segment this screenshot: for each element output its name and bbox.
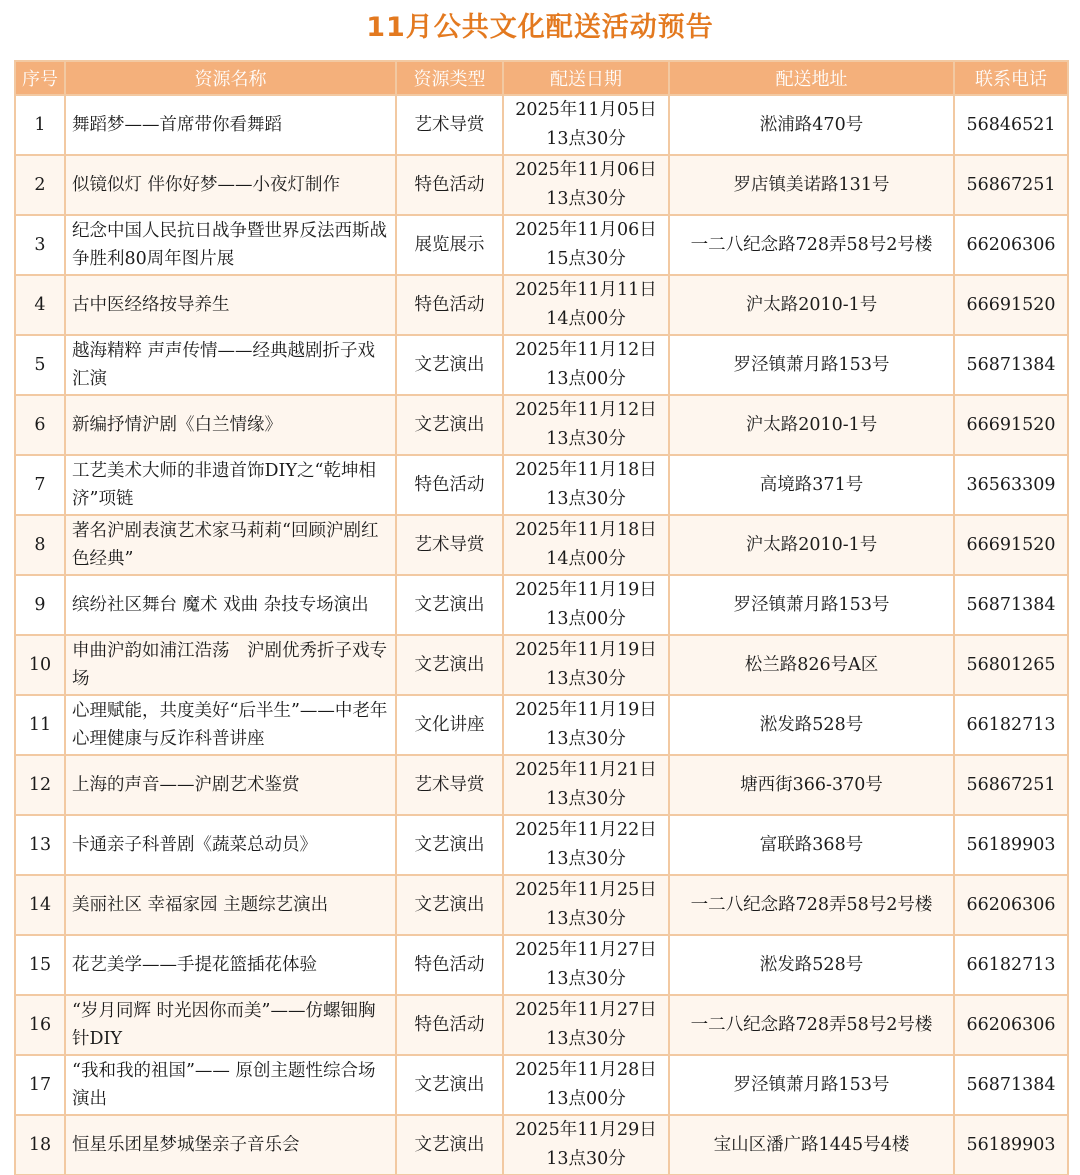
row-number: 11 — [16, 696, 66, 756]
table-row — [16, 1116, 1069, 1175]
table-row — [16, 396, 1069, 456]
row-number: 5 — [16, 336, 66, 396]
header-name: 资源名称 — [66, 62, 397, 96]
delivery-date-time: 14点00分 — [546, 309, 626, 329]
resource-name: 纪念中国人民抗日战争暨世界反法西斯战争胜利80周年图片展 — [66, 216, 397, 276]
delivery-date — [504, 756, 670, 816]
resource-name: 越海精粹 声声传情——经典越剧折子戏汇演 — [66, 336, 397, 396]
delivery-date — [504, 816, 670, 876]
delivery-address: 罗泾镇萧月路153号 — [670, 336, 955, 396]
table-row — [16, 336, 1069, 396]
row-number: 10 — [16, 636, 66, 696]
contact-phone: 56871384 — [955, 576, 1069, 636]
contact-phone: 56801265 — [955, 636, 1069, 696]
row-number: 16 — [16, 996, 66, 1056]
resource-name: 上海的声音——沪剧艺术鉴赏 — [66, 756, 397, 816]
delivery-address: 淞浦路470号 — [670, 96, 955, 156]
table-row — [16, 876, 1069, 936]
row-number: 1 — [16, 96, 66, 156]
delivery-date-day: 2025年11月06日 — [515, 160, 657, 180]
resource-name: “岁月同辉 时光因你而美”——仿螺钿胸针DIY — [66, 996, 397, 1056]
resource-type: 艺术导赏 — [397, 96, 504, 156]
resource-type: 文艺演出 — [397, 336, 504, 396]
resource-type: 文艺演出 — [397, 1116, 504, 1175]
delivery-address: 罗店镇美诺路131号 — [670, 156, 955, 216]
delivery-date-day: 2025年11月21日 — [515, 760, 657, 780]
delivery-date — [504, 456, 670, 516]
resource-name: 美丽社区 幸福家园 主题综艺演出 — [66, 876, 397, 936]
resource-type: 特色活动 — [397, 996, 504, 1056]
delivery-date-time: 13点00分 — [546, 609, 626, 629]
row-number: 2 — [16, 156, 66, 216]
contact-phone: 56867251 — [955, 756, 1069, 816]
header-type: 资源类型 — [397, 62, 504, 96]
delivery-address: 沪太路2010-1号 — [670, 516, 955, 576]
contact-phone: 66182713 — [955, 696, 1069, 756]
resource-name: 花艺美学——手提花篮插花体验 — [66, 936, 397, 996]
delivery-date-time: 15点30分 — [546, 249, 626, 269]
resource-type: 特色活动 — [397, 936, 504, 996]
contact-phone: 36563309 — [955, 456, 1069, 516]
delivery-date — [504, 1116, 670, 1175]
resource-type: 文艺演出 — [397, 1056, 504, 1116]
resource-name: 缤纷社区舞台 魔术 戏曲 杂技专场演出 — [66, 576, 397, 636]
resource-type: 文化讲座 — [397, 696, 504, 756]
resource-name: 卡通亲子科普剧《蔬菜总动员》 — [66, 816, 397, 876]
schedule-table — [14, 60, 1069, 1175]
delivery-address: 淞发路528号 — [670, 696, 955, 756]
delivery-date-day: 2025年11月12日 — [515, 400, 657, 420]
header-phone: 联系电话 — [955, 62, 1069, 96]
delivery-address: 高境路371号 — [670, 456, 955, 516]
table-row — [16, 696, 1069, 756]
header-date: 配送日期 — [504, 62, 670, 96]
row-number: 4 — [16, 276, 66, 336]
header-address: 配送地址 — [670, 62, 955, 96]
contact-phone: 66206306 — [955, 216, 1069, 276]
contact-phone: 66206306 — [955, 996, 1069, 1056]
resource-name: 心理赋能，共度美好“后半生”——中老年心理健康与反诈科普讲座 — [66, 696, 397, 756]
contact-phone: 56871384 — [955, 1056, 1069, 1116]
resource-type: 艺术导赏 — [397, 516, 504, 576]
delivery-date-day: 2025年11月18日 — [515, 520, 657, 540]
table-row — [16, 96, 1069, 156]
table-header-row — [16, 62, 1069, 96]
delivery-date-time: 13点30分 — [546, 669, 626, 689]
resource-name: 古中医经络按导养生 — [66, 276, 397, 336]
resource-type: 文艺演出 — [397, 396, 504, 456]
delivery-date-time: 13点30分 — [546, 729, 626, 749]
delivery-date — [504, 576, 670, 636]
table-row — [16, 756, 1069, 816]
delivery-date-time: 13点30分 — [546, 189, 626, 209]
delivery-address: 一二八纪念路728弄58号2号楼 — [670, 876, 955, 936]
delivery-address: 松兰路826号A区 — [670, 636, 955, 696]
row-number: 8 — [16, 516, 66, 576]
row-number: 6 — [16, 396, 66, 456]
resource-type: 文艺演出 — [397, 876, 504, 936]
delivery-date — [504, 96, 670, 156]
delivery-date-time: 13点30分 — [546, 429, 626, 449]
delivery-date — [504, 1056, 670, 1116]
table-row — [16, 576, 1069, 636]
delivery-address: 塘西街366-370号 — [670, 756, 955, 816]
table-row — [16, 516, 1069, 576]
table-row — [16, 276, 1069, 336]
resource-name: 恒星乐团星梦城堡亲子音乐会 — [66, 1116, 397, 1175]
row-number: 18 — [16, 1116, 66, 1175]
delivery-date-day: 2025年11月19日 — [515, 700, 657, 720]
delivery-date-time: 13点30分 — [546, 849, 626, 869]
row-number: 9 — [16, 576, 66, 636]
delivery-date — [504, 516, 670, 576]
delivery-date-day: 2025年11月22日 — [515, 820, 657, 840]
delivery-date-time: 13点30分 — [546, 489, 626, 509]
delivery-date-day: 2025年11月25日 — [515, 880, 657, 900]
delivery-date-time: 13点30分 — [546, 1029, 626, 1049]
contact-phone: 66206306 — [955, 876, 1069, 936]
row-number: 12 — [16, 756, 66, 816]
table-row — [16, 456, 1069, 516]
delivery-date-day: 2025年11月11日 — [515, 280, 657, 300]
contact-phone: 56871384 — [955, 336, 1069, 396]
row-number: 7 — [16, 456, 66, 516]
contact-phone: 66691520 — [955, 396, 1069, 456]
table-row — [16, 156, 1069, 216]
contact-phone: 56189903 — [955, 816, 1069, 876]
table-row — [16, 216, 1069, 276]
delivery-date-time: 13点00分 — [546, 1089, 626, 1109]
resource-type: 文艺演出 — [397, 576, 504, 636]
delivery-date-day: 2025年11月12日 — [515, 340, 657, 360]
contact-phone: 56867251 — [955, 156, 1069, 216]
page-title: 11月公共文化配送活动预告 — [366, 12, 714, 43]
resource-type: 文艺演出 — [397, 816, 504, 876]
delivery-address: 富联路368号 — [670, 816, 955, 876]
delivery-address: 沪太路2010-1号 — [670, 396, 955, 456]
row-number: 14 — [16, 876, 66, 936]
delivery-date-time: 13点30分 — [546, 969, 626, 989]
row-number: 3 — [16, 216, 66, 276]
delivery-date-day: 2025年11月19日 — [515, 580, 657, 600]
resource-name: 似镜似灯 伴你好梦——小夜灯制作 — [66, 156, 397, 216]
contact-phone: 56189903 — [955, 1116, 1069, 1175]
delivery-date-time: 13点30分 — [546, 1149, 626, 1169]
delivery-date — [504, 696, 670, 756]
delivery-date-time: 13点30分 — [546, 129, 626, 149]
delivery-date-time: 14点00分 — [546, 549, 626, 569]
delivery-date — [504, 276, 670, 336]
delivery-date — [504, 396, 670, 456]
row-number: 15 — [16, 936, 66, 996]
table-row — [16, 816, 1069, 876]
resource-type: 特色活动 — [397, 456, 504, 516]
delivery-address: 淞发路528号 — [670, 936, 955, 996]
delivery-date-day: 2025年11月18日 — [515, 460, 657, 480]
delivery-date — [504, 996, 670, 1056]
table-row — [16, 1056, 1069, 1116]
contact-phone: 66691520 — [955, 516, 1069, 576]
resource-type: 文艺演出 — [397, 636, 504, 696]
delivery-date-day: 2025年11月27日 — [515, 1000, 657, 1020]
delivery-date — [504, 336, 670, 396]
delivery-date-day: 2025年11月19日 — [515, 640, 657, 660]
delivery-date-day: 2025年11月27日 — [515, 940, 657, 960]
delivery-address: 一二八纪念路728弄58号2号楼 — [670, 996, 955, 1056]
delivery-date-time: 13点00分 — [546, 369, 626, 389]
delivery-date — [504, 636, 670, 696]
delivery-date-day: 2025年11月29日 — [515, 1120, 657, 1140]
delivery-address: 沪太路2010-1号 — [670, 276, 955, 336]
contact-phone: 66691520 — [955, 276, 1069, 336]
table-row — [16, 936, 1069, 996]
contact-phone: 56846521 — [955, 96, 1069, 156]
delivery-date-day: 2025年11月05日 — [515, 100, 657, 120]
delivery-date-time: 13点30分 — [546, 789, 626, 809]
row-number: 17 — [16, 1056, 66, 1116]
delivery-date-day: 2025年11月06日 — [515, 220, 657, 240]
table-row — [16, 996, 1069, 1056]
resource-name: “我和我的祖国”—— 原创主题性综合场演出 — [66, 1056, 397, 1116]
delivery-address: 罗泾镇萧月路153号 — [670, 576, 955, 636]
delivery-date-day: 2025年11月28日 — [515, 1060, 657, 1080]
delivery-date — [504, 936, 670, 996]
resource-name: 新编抒情沪剧《白兰情缘》 — [66, 396, 397, 456]
delivery-date-time: 13点30分 — [546, 909, 626, 929]
delivery-date — [504, 876, 670, 936]
resource-name: 舞蹈梦——首席带你看舞蹈 — [66, 96, 397, 156]
resource-name: 工艺美术大师的非遗首饰DIY之“乾坤相济”项链 — [66, 456, 397, 516]
delivery-date — [504, 156, 670, 216]
delivery-date — [504, 216, 670, 276]
resource-type: 艺术导赏 — [397, 756, 504, 816]
resource-type: 特色活动 — [397, 156, 504, 216]
resource-name: 申曲沪韵如浦江浩荡 沪剧优秀折子戏专场 — [66, 636, 397, 696]
header-no: 序号 — [16, 62, 66, 96]
delivery-address: 罗泾镇萧月路153号 — [670, 1056, 955, 1116]
contact-phone: 66182713 — [955, 936, 1069, 996]
resource-name: 著名沪剧表演艺术家马莉莉“回顾沪剧红色经典” — [66, 516, 397, 576]
delivery-address: 宝山区潘广路1445号4楼 — [670, 1116, 955, 1175]
row-number: 13 — [16, 816, 66, 876]
delivery-address: 一二八纪念路728弄58号2号楼 — [670, 216, 955, 276]
resource-type: 特色活动 — [397, 276, 504, 336]
table-row — [16, 636, 1069, 696]
resource-type: 展览展示 — [397, 216, 504, 276]
